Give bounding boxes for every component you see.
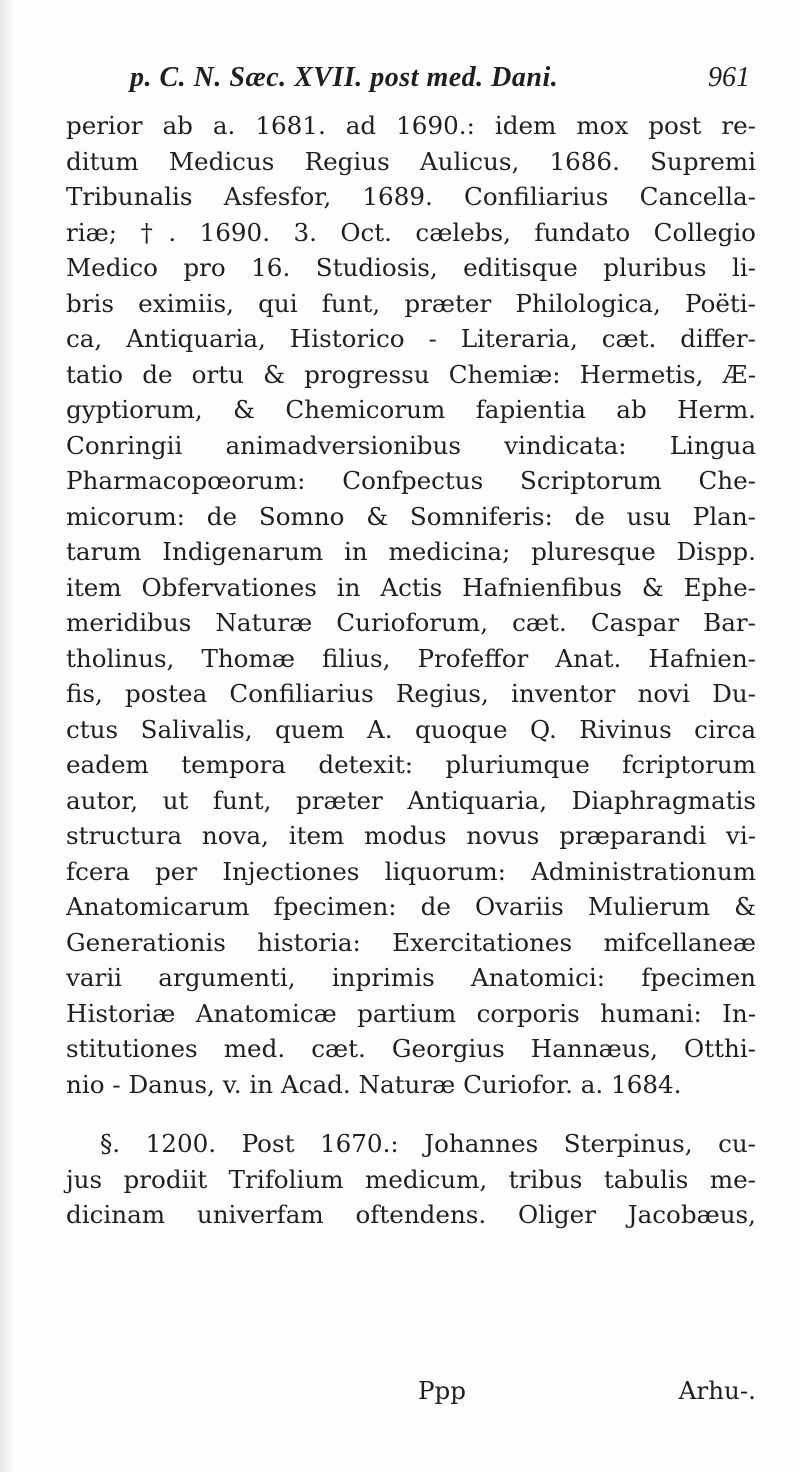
text-line: Historiæ Anatomicæ partium corporis humani: In- xyxy=(66,998,756,1028)
text-line: Conringii animadversionibus vindicata: Lingua xyxy=(66,430,756,460)
text-line: stitutiones med. cæt. Georgius Hannæus, Otthi- xyxy=(66,1034,756,1063)
signature-mark: Ppp xyxy=(418,1376,467,1405)
text-line: eadem tempora detexit: pluriumque fcriptorum xyxy=(66,750,756,779)
text-line: nio - Danus, v. in Acad. Naturæ Curiofor. a. 1684. xyxy=(66,1069,682,1099)
text-line: structura nova, item modus novus præparandi vi- xyxy=(66,821,756,850)
text-line: Pharmacopœorum: Confpectus Scriptorum Che- xyxy=(66,466,756,495)
text-line: Anatomicarum fpecimen: de Ovariis Mulierum & xyxy=(66,892,756,921)
text-line: perior ab a. 1681. ad 1690.: idem mox post re- xyxy=(66,111,756,140)
page-header xyxy=(130,62,750,102)
paragraph xyxy=(66,1126,756,1233)
text-line: ca, Antiquaria, Historico - Literaria, cæt. differ- xyxy=(66,324,756,353)
running-head: p. C. N. Sæc. XVII. post med. Dani. xyxy=(130,62,559,93)
text-line: autor, ut funt, præter Antiquaria, Diaphragmatis xyxy=(66,785,756,815)
body-text xyxy=(66,108,756,1233)
text-line: bris eximiis, qui funt, præter Philologica, Poëti- xyxy=(66,288,756,318)
text-line: ctus Salivalis, quem A. quoque Q. Rivinus circa xyxy=(66,714,756,744)
text-line: riæ; †. 1690. 3. Oct. cælebs, fundato Collegio xyxy=(66,217,756,247)
page-edge-shadow xyxy=(0,0,14,1472)
paragraph-gap xyxy=(66,1102,756,1126)
text-line: §. 1200. Post 1670.: Johannes Sterpinus, cu- xyxy=(100,1129,756,1158)
paragraph xyxy=(66,108,756,1102)
text-line: tholinus, Thomæ filius, Profeffor Anat. Hafnien- xyxy=(66,643,756,673)
page-number: 961 xyxy=(708,62,750,93)
page-footer xyxy=(66,1376,756,1412)
text-line: micorum: de Somno & Somniferis: de usu Plan- xyxy=(66,501,756,531)
text-line: jus prodiit Trifolium medicum, tribus tabulis me- xyxy=(66,1164,756,1194)
text-line: meridibus Naturæ Curioforum, cæt. Caspar Bar- xyxy=(66,608,756,637)
text-line: ditum Medicus Regius Aulicus, 1686. Supremi xyxy=(66,146,756,176)
text-line: varii argumenti, inprimis Anatomici: fpecimen xyxy=(66,963,756,992)
catchword: Arhu-. xyxy=(678,1376,756,1405)
text-line: Medico pro 16. Studiosis, editisque pluribus li- xyxy=(66,253,756,282)
text-line: item Obfervationes in Actis Hafnienfibus & Ephe- xyxy=(66,572,756,602)
text-line: fcera per Injectiones liquorum: Administrationum xyxy=(66,856,756,886)
text-line: Generationis historia: Exercitationes mifcellaneæ xyxy=(66,927,756,957)
text-line: tarum Indigenarum in medicina; pluresque Dispp. xyxy=(66,537,756,566)
text-line: tatio de ortu & progressu Chemiæ: Hermetis, Æ- xyxy=(66,359,756,389)
text-line: gyptiorum, & Chemicorum fapientia ab Herm. xyxy=(66,395,756,424)
text-line: dicinam univerfam oftendens. Oliger Jacobæus, xyxy=(66,1200,756,1229)
text-line: Tribunalis Asfesfor, 1689. Confiliarius Cancella- xyxy=(66,182,756,211)
text-line: fis, postea Confiliarius Regius, inventor novi Du- xyxy=(66,679,756,708)
